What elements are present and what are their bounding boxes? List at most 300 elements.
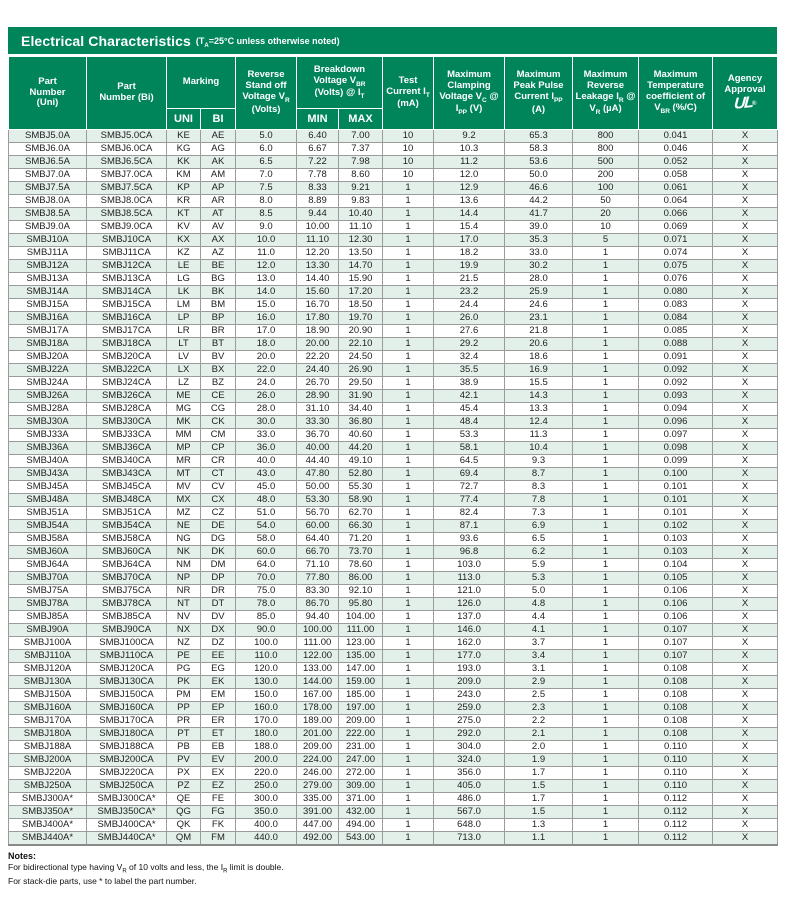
cell-reverse-leakage: 800	[573, 143, 639, 156]
header-test-current: Test Current $I_T$ (mA)	[383, 57, 434, 130]
cell-vbr-max: 7.00	[339, 130, 383, 143]
cell-peak-pulse-current: 1.1	[505, 832, 573, 846]
cell-part-uni: SMBJ10A	[9, 234, 87, 247]
cell-marking-bi: AT	[201, 208, 236, 221]
cell-vbr-max: 543.00	[339, 832, 383, 846]
cell-agency-approval: X	[713, 442, 778, 455]
cell-part-uni: SMBJ58A	[9, 533, 87, 546]
cell-vr-volts: 8.5	[236, 208, 297, 221]
cell-marking-bi: AX	[201, 234, 236, 247]
cell-vbr-min: 209.00	[297, 741, 339, 754]
cell-part-bi: SMBJ9.0CA	[87, 221, 167, 234]
cell-clamping-voltage: 121.0	[434, 585, 505, 598]
cell-part-uni: SMBJ6.5A	[9, 156, 87, 169]
cell-vbr-max: 78.60	[339, 559, 383, 572]
cell-clamping-voltage: 42.1	[434, 390, 505, 403]
cell-agency-approval: X	[713, 819, 778, 832]
cell-marking-bi: AV	[201, 221, 236, 234]
cell-marking-uni: PV	[167, 754, 201, 767]
cell-peak-pulse-current: 9.3	[505, 455, 573, 468]
cell-vbr-min: 50.00	[297, 481, 339, 494]
cell-vr-volts: 54.0	[236, 520, 297, 533]
cell-part-uni: SMBJ350A*	[9, 806, 87, 819]
cell-vbr-max: 13.50	[339, 247, 383, 260]
cell-part-bi: SMBJ170CA	[87, 715, 167, 728]
cell-reverse-leakage: 1	[573, 338, 639, 351]
cell-test-current: 1	[383, 715, 434, 728]
cell-test-current: 1	[383, 507, 434, 520]
cell-agency-approval: X	[713, 611, 778, 624]
cell-marking-uni: NG	[167, 533, 201, 546]
cell-reverse-leakage: 1	[573, 299, 639, 312]
cell-clamping-voltage: 82.4	[434, 507, 505, 520]
cell-marking-uni: LV	[167, 351, 201, 364]
cell-clamping-voltage: 58.1	[434, 442, 505, 455]
cell-vbr-min: 60.00	[297, 520, 339, 533]
cell-part-uni: SMBJ250A	[9, 780, 87, 793]
cell-marking-uni: MP	[167, 442, 201, 455]
cell-peak-pulse-current: 30.2	[505, 260, 573, 273]
cell-part-bi: SMBJ30CA	[87, 416, 167, 429]
cell-agency-approval: X	[713, 156, 778, 169]
section-title: Electrical Characteristics	[21, 32, 191, 49]
header-marking: Marking	[167, 57, 236, 109]
cell-vbr-min: 122.00	[297, 650, 339, 663]
agency-approval-label: Agency Approval	[724, 73, 766, 95]
cell-agency-approval: X	[713, 780, 778, 793]
cell-clamping-voltage: 19.9	[434, 260, 505, 273]
cell-vbr-min: 279.00	[297, 780, 339, 793]
cell-temp-coefficient: 0.108	[639, 676, 713, 689]
cell-test-current: 1	[383, 637, 434, 650]
cell-clamping-voltage: 18.2	[434, 247, 505, 260]
header-max-peak-pulse-current: Maximum Peak Pulse Current $I_{PP}$ (A)	[505, 57, 573, 130]
cell-test-current: 1	[383, 728, 434, 741]
cell-marking-bi: AP	[201, 182, 236, 195]
cell-vbr-max: 24.50	[339, 351, 383, 364]
cell-vbr-min: 66.70	[297, 546, 339, 559]
cell-peak-pulse-current: 7.3	[505, 507, 573, 520]
cell-vr-volts: 70.0	[236, 572, 297, 585]
cell-reverse-leakage: 1	[573, 390, 639, 403]
cell-part-uni: SMBJ300A*	[9, 793, 87, 806]
cell-vbr-min: 7.22	[297, 156, 339, 169]
cell-marking-uni: MM	[167, 429, 201, 442]
table-row	[9, 130, 778, 143]
table-row	[9, 754, 778, 767]
cell-clamping-voltage: 96.8	[434, 546, 505, 559]
cell-temp-coefficient: 0.112	[639, 819, 713, 832]
cell-vr-volts: 75.0	[236, 585, 297, 598]
cell-vr-volts: 7.0	[236, 169, 297, 182]
cell-part-bi: SMBJ17CA	[87, 325, 167, 338]
cell-marking-uni: ME	[167, 390, 201, 403]
cell-part-bi: SMBJ60CA	[87, 546, 167, 559]
cell-part-uni: SMBJ170A	[9, 715, 87, 728]
cell-clamping-voltage: 486.0	[434, 793, 505, 806]
cell-temp-coefficient: 0.108	[639, 663, 713, 676]
cell-part-bi: SMBJ160CA	[87, 702, 167, 715]
cell-part-uni: SMBJ200A	[9, 754, 87, 767]
cell-temp-coefficient: 0.064	[639, 195, 713, 208]
cell-test-current: 1	[383, 494, 434, 507]
cell-part-bi: SMBJ15CA	[87, 299, 167, 312]
cell-clamping-voltage: 11.2	[434, 156, 505, 169]
cell-clamping-voltage: 243.0	[434, 689, 505, 702]
cell-test-current: 1	[383, 676, 434, 689]
cell-marking-uni: KV	[167, 221, 201, 234]
cell-part-bi: SMBJ48CA	[87, 494, 167, 507]
cell-vbr-max: 55.30	[339, 481, 383, 494]
cell-vbr-min: 447.00	[297, 819, 339, 832]
cell-vbr-max: 185.00	[339, 689, 383, 702]
table-row	[9, 715, 778, 728]
cell-vbr-min: 28.90	[297, 390, 339, 403]
cell-marking-uni: LP	[167, 312, 201, 325]
cell-peak-pulse-current: 1.3	[505, 819, 573, 832]
cell-marking-uni: PB	[167, 741, 201, 754]
cell-clamping-voltage: 713.0	[434, 832, 505, 846]
cell-part-bi: SMBJ16CA	[87, 312, 167, 325]
cell-marking-bi: DV	[201, 611, 236, 624]
cell-part-bi: SMBJ7.0CA	[87, 169, 167, 182]
cell-vbr-max: 52.80	[339, 468, 383, 481]
cell-reverse-leakage: 1	[573, 741, 639, 754]
cell-marking-uni: PZ	[167, 780, 201, 793]
cell-temp-coefficient: 0.110	[639, 780, 713, 793]
cell-marking-bi: BT	[201, 338, 236, 351]
table-row	[9, 234, 778, 247]
cell-part-bi: SMBJ18CA	[87, 338, 167, 351]
header-reverse-standoff-voltage: Reverse Stand off Voltage $V_R$ (Volts)	[236, 57, 297, 130]
cell-clamping-voltage: 15.4	[434, 221, 505, 234]
table-row	[9, 468, 778, 481]
cell-vbr-min: 64.40	[297, 533, 339, 546]
cell-vbr-min: 14.40	[297, 273, 339, 286]
table-row	[9, 572, 778, 585]
cell-peak-pulse-current: 35.3	[505, 234, 573, 247]
cell-temp-coefficient: 0.102	[639, 520, 713, 533]
cell-test-current: 1	[383, 234, 434, 247]
cell-vr-volts: 43.0	[236, 468, 297, 481]
cell-part-uni: SMBJ120A	[9, 663, 87, 676]
cell-vr-volts: 8.0	[236, 195, 297, 208]
cell-clamping-voltage: 27.6	[434, 325, 505, 338]
cell-marking-bi: CT	[201, 468, 236, 481]
table-row	[9, 481, 778, 494]
cell-peak-pulse-current: 6.2	[505, 546, 573, 559]
cell-vbr-max: 147.00	[339, 663, 383, 676]
cell-marking-uni: LR	[167, 325, 201, 338]
cell-part-bi: SMBJ180CA	[87, 728, 167, 741]
cell-test-current: 1	[383, 325, 434, 338]
cell-part-uni: SMBJ40A	[9, 455, 87, 468]
table-row	[9, 533, 778, 546]
cell-marking-bi: BZ	[201, 377, 236, 390]
cell-temp-coefficient: 0.092	[639, 377, 713, 390]
cell-vr-volts: 400.0	[236, 819, 297, 832]
cell-part-uni: SMBJ180A	[9, 728, 87, 741]
cell-part-bi: SMBJ90CA	[87, 624, 167, 637]
cell-test-current: 1	[383, 195, 434, 208]
cell-vbr-max: 26.90	[339, 364, 383, 377]
cell-vbr-max: 92.10	[339, 585, 383, 598]
cell-test-current: 1	[383, 780, 434, 793]
cell-test-current: 1	[383, 442, 434, 455]
cell-reverse-leakage: 1	[573, 247, 639, 260]
table-row	[9, 598, 778, 611]
cell-peak-pulse-current: 21.8	[505, 325, 573, 338]
notes-section	[8, 851, 777, 887]
cell-reverse-leakage: 1	[573, 702, 639, 715]
cell-part-bi: SMBJ188CA	[87, 741, 167, 754]
cell-marking-bi: AG	[201, 143, 236, 156]
cell-peak-pulse-current: 2.5	[505, 689, 573, 702]
cell-peak-pulse-current: 6.5	[505, 533, 573, 546]
cell-test-current: 1	[383, 533, 434, 546]
table-row	[9, 819, 778, 832]
cell-vbr-max: 209.00	[339, 715, 383, 728]
cell-temp-coefficient: 0.108	[639, 702, 713, 715]
cell-agency-approval: X	[713, 338, 778, 351]
cell-peak-pulse-current: 65.3	[505, 130, 573, 143]
cell-marking-bi: DK	[201, 546, 236, 559]
cell-test-current: 10	[383, 156, 434, 169]
cell-clamping-voltage: 103.0	[434, 559, 505, 572]
cell-part-bi: SMBJ5.0CA	[87, 130, 167, 143]
cell-agency-approval: X	[713, 234, 778, 247]
cell-vbr-min: 100.00	[297, 624, 339, 637]
cell-marking-uni: LX	[167, 364, 201, 377]
cell-temp-coefficient: 0.097	[639, 429, 713, 442]
cell-temp-coefficient: 0.101	[639, 481, 713, 494]
cell-vbr-min: 8.33	[297, 182, 339, 195]
cell-marking-uni: NM	[167, 559, 201, 572]
cell-part-bi: SMBJ8.0CA	[87, 195, 167, 208]
cell-reverse-leakage: 1	[573, 650, 639, 663]
cell-part-uni: SMBJ45A	[9, 481, 87, 494]
cell-part-bi: SMBJ13CA	[87, 273, 167, 286]
cell-temp-coefficient: 0.101	[639, 494, 713, 507]
cell-part-bi: SMBJ54CA	[87, 520, 167, 533]
cell-test-current: 1	[383, 247, 434, 260]
cell-marking-bi: EE	[201, 650, 236, 663]
table-row	[9, 832, 778, 846]
table-row	[9, 377, 778, 390]
cell-marking-bi: EV	[201, 754, 236, 767]
cell-agency-approval: X	[713, 637, 778, 650]
cell-marking-bi: FM	[201, 832, 236, 846]
cell-vr-volts: 220.0	[236, 767, 297, 780]
cell-reverse-leakage: 1	[573, 325, 639, 338]
cell-vr-volts: 51.0	[236, 507, 297, 520]
cell-test-current: 1	[383, 312, 434, 325]
cell-part-bi: SMBJ110CA	[87, 650, 167, 663]
cell-marking-uni: LE	[167, 260, 201, 273]
cell-clamping-voltage: 146.0	[434, 624, 505, 637]
cell-marking-uni: NT	[167, 598, 201, 611]
cell-vbr-min: 9.44	[297, 208, 339, 221]
cell-marking-bi: DX	[201, 624, 236, 637]
cell-part-bi: SMBJ51CA	[87, 507, 167, 520]
cell-marking-bi: BM	[201, 299, 236, 312]
cell-part-bi: SMBJ300CA*	[87, 793, 167, 806]
cell-peak-pulse-current: 5.9	[505, 559, 573, 572]
cell-reverse-leakage: 1	[573, 728, 639, 741]
cell-part-uni: SMBJ48A	[9, 494, 87, 507]
header-max-temp-coefficient: Maximum Temperature coefficient of $V_{BR}$ (%/C)	[639, 57, 713, 130]
cell-clamping-voltage: 45.4	[434, 403, 505, 416]
cell-peak-pulse-current: 2.3	[505, 702, 573, 715]
cell-test-current: 1	[383, 663, 434, 676]
cell-reverse-leakage: 1	[573, 767, 639, 780]
cell-agency-approval: X	[713, 390, 778, 403]
cell-test-current: 10	[383, 143, 434, 156]
cell-test-current: 10	[383, 130, 434, 143]
cell-clamping-voltage: 23.2	[434, 286, 505, 299]
cell-peak-pulse-current: 11.3	[505, 429, 573, 442]
cell-part-uni: SMBJ8.0A	[9, 195, 87, 208]
cell-clamping-voltage: 162.0	[434, 637, 505, 650]
cell-marking-uni: NP	[167, 572, 201, 585]
cell-temp-coefficient: 0.071	[639, 234, 713, 247]
cell-vbr-min: 15.60	[297, 286, 339, 299]
cell-vbr-max: 19.70	[339, 312, 383, 325]
cell-test-current: 1	[383, 455, 434, 468]
cell-vbr-min: 492.00	[297, 832, 339, 846]
cell-marking-bi: BV	[201, 351, 236, 364]
cell-agency-approval: X	[713, 702, 778, 715]
cell-test-current: 1	[383, 377, 434, 390]
cell-clamping-voltage: 177.0	[434, 650, 505, 663]
cell-peak-pulse-current: 44.2	[505, 195, 573, 208]
cell-agency-approval: X	[713, 299, 778, 312]
cell-peak-pulse-current: 18.6	[505, 351, 573, 364]
cell-part-bi: SMBJ350CA*	[87, 806, 167, 819]
header-marking-uni: UNI	[167, 109, 201, 130]
cell-vbr-min: 178.00	[297, 702, 339, 715]
table-header	[9, 57, 778, 130]
cell-vbr-min: 167.00	[297, 689, 339, 702]
cell-marking-bi: AE	[201, 130, 236, 143]
cell-reverse-leakage: 1	[573, 351, 639, 364]
cell-peak-pulse-current: 2.1	[505, 728, 573, 741]
cell-agency-approval: X	[713, 260, 778, 273]
cell-reverse-leakage: 1	[573, 520, 639, 533]
cell-vbr-min: 36.70	[297, 429, 339, 442]
cell-part-uni: SMBJ60A	[9, 546, 87, 559]
cell-marking-uni: QE	[167, 793, 201, 806]
cell-reverse-leakage: 1	[573, 403, 639, 416]
cell-marking-bi: EB	[201, 741, 236, 754]
cell-marking-bi: CM	[201, 429, 236, 442]
cell-temp-coefficient: 0.074	[639, 247, 713, 260]
cell-vbr-max: 231.00	[339, 741, 383, 754]
cell-vbr-min: 18.90	[297, 325, 339, 338]
cell-reverse-leakage: 1	[573, 624, 639, 637]
cell-vbr-max: 95.80	[339, 598, 383, 611]
cell-vbr-min: 71.10	[297, 559, 339, 572]
cell-marking-bi: ET	[201, 728, 236, 741]
cell-reverse-leakage: 1	[573, 585, 639, 598]
cell-marking-uni: NZ	[167, 637, 201, 650]
cell-vr-volts: 90.0	[236, 624, 297, 637]
cell-peak-pulse-current: 1.5	[505, 780, 573, 793]
cell-vr-volts: 85.0	[236, 611, 297, 624]
cell-vr-volts: 350.0	[236, 806, 297, 819]
cell-part-uni: SMBJ16A	[9, 312, 87, 325]
cell-marking-bi: DM	[201, 559, 236, 572]
cell-part-uni: SMBJ28A	[9, 403, 87, 416]
cell-marking-uni: KR	[167, 195, 201, 208]
cell-vr-volts: 60.0	[236, 546, 297, 559]
cell-peak-pulse-current: 14.3	[505, 390, 573, 403]
cell-part-uni: SMBJ43A	[9, 468, 87, 481]
cell-marking-bi: CZ	[201, 507, 236, 520]
cell-clamping-voltage: 69.4	[434, 468, 505, 481]
cell-vbr-max: 62.70	[339, 507, 383, 520]
cell-agency-approval: X	[713, 663, 778, 676]
header-agency-approval	[713, 57, 778, 130]
cell-part-uni: SMBJ20A	[9, 351, 87, 364]
cell-vbr-min: 189.00	[297, 715, 339, 728]
cell-temp-coefficient: 0.112	[639, 832, 713, 846]
cell-vbr-min: 16.70	[297, 299, 339, 312]
cell-vr-volts: 130.0	[236, 676, 297, 689]
cell-test-current: 1	[383, 689, 434, 702]
cell-vr-volts: 200.0	[236, 754, 297, 767]
cell-marking-uni: KZ	[167, 247, 201, 260]
cell-vbr-max: 15.90	[339, 273, 383, 286]
cell-test-current: 1	[383, 429, 434, 442]
cell-vbr-max: 20.90	[339, 325, 383, 338]
cell-marking-uni: PK	[167, 676, 201, 689]
cell-part-bi: SMBJ58CA	[87, 533, 167, 546]
cell-marking-uni: MG	[167, 403, 201, 416]
cell-temp-coefficient: 0.105	[639, 572, 713, 585]
cell-marking-bi: DG	[201, 533, 236, 546]
cell-part-uni: SMBJ33A	[9, 429, 87, 442]
cell-part-bi: SMBJ120CA	[87, 663, 167, 676]
cell-marking-bi: FG	[201, 806, 236, 819]
cell-reverse-leakage: 1	[573, 533, 639, 546]
cell-test-current: 1	[383, 741, 434, 754]
cell-part-uni: SMBJ26A	[9, 390, 87, 403]
cell-vr-volts: 58.0	[236, 533, 297, 546]
cell-agency-approval: X	[713, 403, 778, 416]
cell-reverse-leakage: 1	[573, 377, 639, 390]
cell-vr-volts: 30.0	[236, 416, 297, 429]
cell-part-bi: SMBJ28CA	[87, 403, 167, 416]
cell-agency-approval: X	[713, 247, 778, 260]
cell-peak-pulse-current: 25.9	[505, 286, 573, 299]
cell-vr-volts: 150.0	[236, 689, 297, 702]
cell-peak-pulse-current: 6.9	[505, 520, 573, 533]
cell-temp-coefficient: 0.100	[639, 468, 713, 481]
cell-clamping-voltage: 193.0	[434, 663, 505, 676]
cell-reverse-leakage: 1	[573, 637, 639, 650]
cell-test-current: 1	[383, 364, 434, 377]
cell-reverse-leakage: 1	[573, 689, 639, 702]
cell-part-uni: SMBJ220A	[9, 767, 87, 780]
cell-marking-bi: FK	[201, 819, 236, 832]
cell-agency-approval: X	[713, 598, 778, 611]
cell-vr-volts: 16.0	[236, 312, 297, 325]
cell-marking-bi: EX	[201, 767, 236, 780]
cell-marking-uni: KP	[167, 182, 201, 195]
cell-peak-pulse-current: 12.4	[505, 416, 573, 429]
cell-part-uni: SMBJ9.0A	[9, 221, 87, 234]
